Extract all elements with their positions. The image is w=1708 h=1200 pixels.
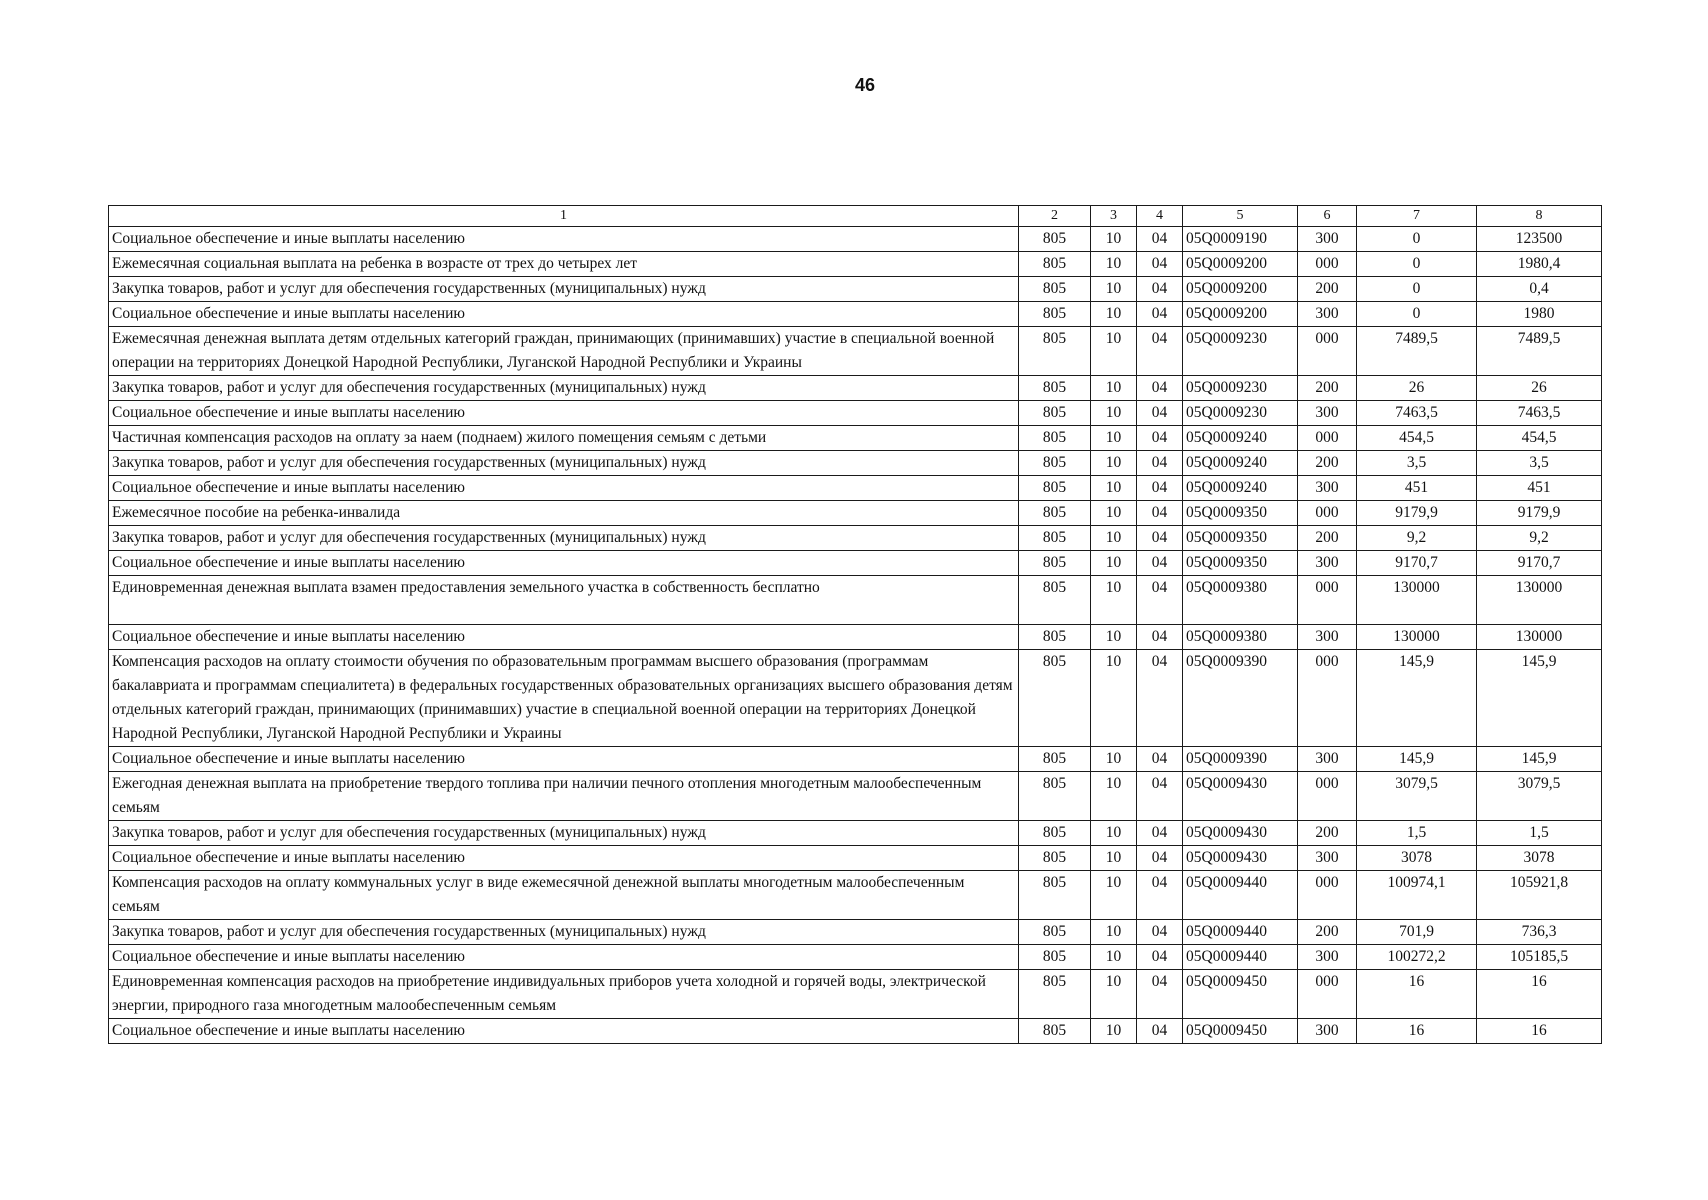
row-value-cell: 9170,7 bbox=[1477, 551, 1602, 576]
row-value-cell: 04 bbox=[1137, 302, 1183, 327]
row-description-cell: Закупка товаров, работ и услуг для обеспечения государственных (муниципальных) нужд bbox=[109, 920, 1019, 945]
row-value-cell: 805 bbox=[1019, 846, 1091, 871]
row-value-cell: 000 bbox=[1298, 650, 1357, 747]
row-value-cell: 05Q0009190 bbox=[1183, 227, 1298, 252]
row-value-cell: 05Q0009430 bbox=[1183, 846, 1298, 871]
row-value-cell: 105921,8 bbox=[1477, 871, 1602, 920]
row-value-cell: 3078 bbox=[1477, 846, 1602, 871]
row-value-cell: 10 bbox=[1091, 501, 1137, 526]
row-description-cell: Единовременная компенсация расходов на приобретение индивидуальных приборов учета холодной и горячей воды, электрической энергии, природного газа многодетным малообеспеченным семьям bbox=[109, 970, 1019, 1019]
row-value-cell: 10 bbox=[1091, 747, 1137, 772]
row-value-cell: 805 bbox=[1019, 747, 1091, 772]
table-row bbox=[109, 1019, 1602, 1044]
row-value-cell: 05Q0009350 bbox=[1183, 526, 1298, 551]
row-description-cell: Закупка товаров, работ и услуг для обеспечения государственных (муниципальных) нужд bbox=[109, 376, 1019, 401]
row-value-cell: 05Q0009200 bbox=[1183, 277, 1298, 302]
row-value-cell: 805 bbox=[1019, 227, 1091, 252]
table-row bbox=[109, 526, 1602, 551]
row-value-cell: 300 bbox=[1298, 945, 1357, 970]
row-value-cell: 805 bbox=[1019, 302, 1091, 327]
table-row bbox=[109, 650, 1602, 747]
table-row bbox=[109, 451, 1602, 476]
row-description-cell: Компенсация расходов на оплату стоимости обучения по образовательным программам высшего образования (программам бакалавриата и программам специалитета) в федеральных государственных образовательных организациях высшего образования детям отдельных категорий граждан, принимающих (принимавших) участие в специальной военной операции на территориях Донецкой Народной Республики, Луганской Народной Республики и Украины bbox=[109, 650, 1019, 747]
table-row bbox=[109, 821, 1602, 846]
row-value-cell: 04 bbox=[1137, 747, 1183, 772]
row-value-cell: 04 bbox=[1137, 871, 1183, 920]
table-row bbox=[109, 920, 1602, 945]
row-value-cell: 9,2 bbox=[1357, 526, 1477, 551]
row-value-cell: 805 bbox=[1019, 401, 1091, 426]
row-description-cell: Социальное обеспечение и иные выплаты населению bbox=[109, 747, 1019, 772]
table-row bbox=[109, 302, 1602, 327]
row-value-cell: 04 bbox=[1137, 451, 1183, 476]
row-value-cell: 130000 bbox=[1477, 576, 1602, 625]
row-value-cell: 04 bbox=[1137, 227, 1183, 252]
row-value-cell: 736,3 bbox=[1477, 920, 1602, 945]
table-row bbox=[109, 426, 1602, 451]
table-row bbox=[109, 227, 1602, 252]
row-value-cell: 05Q0009390 bbox=[1183, 650, 1298, 747]
row-value-cell: 200 bbox=[1298, 526, 1357, 551]
column-header: 3 bbox=[1091, 206, 1137, 227]
column-header: 4 bbox=[1137, 206, 1183, 227]
row-value-cell: 805 bbox=[1019, 576, 1091, 625]
row-value-cell: 10 bbox=[1091, 327, 1137, 376]
row-value-cell: 451 bbox=[1357, 476, 1477, 501]
row-value-cell: 3,5 bbox=[1357, 451, 1477, 476]
table-row bbox=[109, 551, 1602, 576]
row-value-cell: 454,5 bbox=[1357, 426, 1477, 451]
row-value-cell: 7489,5 bbox=[1357, 327, 1477, 376]
row-value-cell: 10 bbox=[1091, 526, 1137, 551]
row-description-cell: Социальное обеспечение и иные выплаты населению bbox=[109, 846, 1019, 871]
row-description-cell: Частичная компенсация расходов на оплату за наем (поднаем) жилого помещения семьям с детьми bbox=[109, 426, 1019, 451]
row-value-cell: 805 bbox=[1019, 277, 1091, 302]
row-value-cell: 805 bbox=[1019, 970, 1091, 1019]
table-row bbox=[109, 625, 1602, 650]
row-description-cell: Закупка товаров, работ и услуг для обеспечения государственных (муниципальных) нужд bbox=[109, 277, 1019, 302]
row-value-cell: 000 bbox=[1298, 501, 1357, 526]
row-value-cell: 805 bbox=[1019, 476, 1091, 501]
table-row bbox=[109, 871, 1602, 920]
row-value-cell: 300 bbox=[1298, 227, 1357, 252]
row-value-cell: 10 bbox=[1091, 650, 1137, 747]
page-number: 46 bbox=[854, 75, 876, 95]
row-value-cell: 16 bbox=[1357, 1019, 1477, 1044]
row-value-cell: 10 bbox=[1091, 846, 1137, 871]
row-value-cell: 05Q0009440 bbox=[1183, 920, 1298, 945]
row-description-cell: Ежемесячная социальная выплата на ребенка в возрасте от трех до четырех лет bbox=[109, 252, 1019, 277]
row-value-cell: 9179,9 bbox=[1477, 501, 1602, 526]
row-value-cell: 04 bbox=[1137, 526, 1183, 551]
header-row bbox=[109, 206, 1602, 227]
row-value-cell: 04 bbox=[1137, 551, 1183, 576]
row-value-cell: 10 bbox=[1091, 426, 1137, 451]
row-value-cell: 451 bbox=[1477, 476, 1602, 501]
column-header: 8 bbox=[1477, 206, 1602, 227]
row-value-cell: 10 bbox=[1091, 970, 1137, 1019]
row-value-cell: 10 bbox=[1091, 821, 1137, 846]
row-value-cell: 200 bbox=[1298, 376, 1357, 401]
row-value-cell: 04 bbox=[1137, 476, 1183, 501]
row-value-cell: 05Q0009230 bbox=[1183, 401, 1298, 426]
row-value-cell: 05Q0009350 bbox=[1183, 551, 1298, 576]
row-value-cell: 9179,9 bbox=[1357, 501, 1477, 526]
row-description-cell: Ежемесячная денежная выплата детям отдельных категорий граждан, принимающих (принимавших) участие в специальной военной операции на территориях Донецкой Народной Республики, Луганской Народной Республики и Украины bbox=[109, 327, 1019, 376]
row-value-cell: 000 bbox=[1298, 252, 1357, 277]
column-header: 5 bbox=[1183, 206, 1298, 227]
row-value-cell: 10 bbox=[1091, 871, 1137, 920]
row-value-cell: 1980,4 bbox=[1477, 252, 1602, 277]
row-value-cell: 04 bbox=[1137, 252, 1183, 277]
row-value-cell: 805 bbox=[1019, 1019, 1091, 1044]
row-value-cell: 04 bbox=[1137, 277, 1183, 302]
row-value-cell: 7489,5 bbox=[1477, 327, 1602, 376]
row-value-cell: 10 bbox=[1091, 476, 1137, 501]
row-description-cell: Социальное обеспечение и иные выплаты населению bbox=[109, 625, 1019, 650]
row-value-cell: 300 bbox=[1298, 846, 1357, 871]
row-value-cell: 10 bbox=[1091, 945, 1137, 970]
row-value-cell: 05Q0009240 bbox=[1183, 476, 1298, 501]
row-value-cell: 454,5 bbox=[1477, 426, 1602, 451]
row-value-cell: 100272,2 bbox=[1357, 945, 1477, 970]
row-value-cell: 000 bbox=[1298, 426, 1357, 451]
row-value-cell: 805 bbox=[1019, 426, 1091, 451]
row-value-cell: 10 bbox=[1091, 451, 1137, 476]
row-value-cell: 3,5 bbox=[1477, 451, 1602, 476]
row-value-cell: 04 bbox=[1137, 846, 1183, 871]
table-row bbox=[109, 846, 1602, 871]
budget-table bbox=[108, 205, 1602, 1044]
row-value-cell: 1980 bbox=[1477, 302, 1602, 327]
column-header: 1 bbox=[109, 206, 1019, 227]
row-value-cell: 10 bbox=[1091, 376, 1137, 401]
row-value-cell: 04 bbox=[1137, 576, 1183, 625]
table-row bbox=[109, 376, 1602, 401]
row-value-cell: 7463,5 bbox=[1357, 401, 1477, 426]
row-value-cell: 300 bbox=[1298, 625, 1357, 650]
row-description-cell: Единовременная денежная выплата взамен предоставления земельного участка в собственность бесплатно bbox=[109, 576, 1019, 625]
row-value-cell: 805 bbox=[1019, 920, 1091, 945]
row-value-cell: 300 bbox=[1298, 1019, 1357, 1044]
row-value-cell: 145,9 bbox=[1357, 747, 1477, 772]
table-body bbox=[109, 227, 1602, 1044]
row-value-cell: 100974,1 bbox=[1357, 871, 1477, 920]
row-description-cell: Закупка товаров, работ и услуг для обеспечения государственных (муниципальных) нужд bbox=[109, 451, 1019, 476]
row-value-cell: 805 bbox=[1019, 551, 1091, 576]
row-value-cell: 05Q0009230 bbox=[1183, 327, 1298, 376]
row-value-cell: 145,9 bbox=[1357, 650, 1477, 747]
row-value-cell: 9,2 bbox=[1477, 526, 1602, 551]
row-value-cell: 10 bbox=[1091, 625, 1137, 650]
row-description-cell: Ежемесячное пособие на ребенка-инвалида bbox=[109, 501, 1019, 526]
row-value-cell: 05Q0009230 bbox=[1183, 376, 1298, 401]
row-value-cell: 0,4 bbox=[1477, 277, 1602, 302]
row-value-cell: 05Q0009240 bbox=[1183, 426, 1298, 451]
row-value-cell: 05Q0009240 bbox=[1183, 451, 1298, 476]
row-value-cell: 10 bbox=[1091, 252, 1137, 277]
row-value-cell: 05Q0009430 bbox=[1183, 821, 1298, 846]
row-description-cell: Социальное обеспечение и иные выплаты населению bbox=[109, 1019, 1019, 1044]
row-value-cell: 0 bbox=[1357, 252, 1477, 277]
row-value-cell: 26 bbox=[1477, 376, 1602, 401]
row-value-cell: 145,9 bbox=[1477, 747, 1602, 772]
table-row bbox=[109, 576, 1602, 625]
table-row bbox=[109, 476, 1602, 501]
row-value-cell: 10 bbox=[1091, 772, 1137, 821]
row-value-cell: 130000 bbox=[1477, 625, 1602, 650]
table-row bbox=[109, 252, 1602, 277]
table-row bbox=[109, 277, 1602, 302]
row-value-cell: 10 bbox=[1091, 227, 1137, 252]
row-value-cell: 805 bbox=[1019, 772, 1091, 821]
row-description-cell: Закупка товаров, работ и услуг для обеспечения государственных (муниципальных) нужд bbox=[109, 526, 1019, 551]
row-value-cell: 805 bbox=[1019, 327, 1091, 376]
row-value-cell: 123500 bbox=[1477, 227, 1602, 252]
row-value-cell: 04 bbox=[1137, 970, 1183, 1019]
column-header: 6 bbox=[1298, 206, 1357, 227]
row-value-cell: 000 bbox=[1298, 327, 1357, 376]
row-value-cell: 130000 bbox=[1357, 576, 1477, 625]
row-value-cell: 04 bbox=[1137, 650, 1183, 747]
row-value-cell: 300 bbox=[1298, 551, 1357, 576]
row-value-cell: 10 bbox=[1091, 401, 1137, 426]
row-value-cell: 04 bbox=[1137, 501, 1183, 526]
row-value-cell: 805 bbox=[1019, 526, 1091, 551]
row-description-cell: Закупка товаров, работ и услуг для обеспечения государственных (муниципальных) нужд bbox=[109, 821, 1019, 846]
row-value-cell: 000 bbox=[1298, 871, 1357, 920]
row-value-cell: 10 bbox=[1091, 1019, 1137, 1044]
row-value-cell: 05Q0009430 bbox=[1183, 772, 1298, 821]
row-value-cell: 16 bbox=[1477, 1019, 1602, 1044]
table-row bbox=[109, 945, 1602, 970]
row-value-cell: 200 bbox=[1298, 451, 1357, 476]
row-value-cell: 200 bbox=[1298, 821, 1357, 846]
budget-table-container bbox=[108, 205, 1602, 1044]
row-value-cell: 9170,7 bbox=[1357, 551, 1477, 576]
row-value-cell: 805 bbox=[1019, 650, 1091, 747]
row-value-cell: 000 bbox=[1298, 772, 1357, 821]
row-value-cell: 04 bbox=[1137, 945, 1183, 970]
row-value-cell: 3078 bbox=[1357, 846, 1477, 871]
row-value-cell: 05Q0009450 bbox=[1183, 970, 1298, 1019]
row-description-cell: Ежегодная денежная выплата на приобретение твердого топлива при наличии печного отопления многодетным малообеспеченным семьям bbox=[109, 772, 1019, 821]
row-value-cell: 05Q0009440 bbox=[1183, 945, 1298, 970]
row-value-cell: 10 bbox=[1091, 277, 1137, 302]
row-value-cell: 200 bbox=[1298, 277, 1357, 302]
row-value-cell: 04 bbox=[1137, 401, 1183, 426]
row-description-cell: Социальное обеспечение и иные выплаты населению bbox=[109, 401, 1019, 426]
row-value-cell: 10 bbox=[1091, 920, 1137, 945]
row-value-cell: 805 bbox=[1019, 821, 1091, 846]
row-value-cell: 04 bbox=[1137, 327, 1183, 376]
row-value-cell: 05Q0009390 bbox=[1183, 747, 1298, 772]
row-value-cell: 10 bbox=[1091, 302, 1137, 327]
row-value-cell: 04 bbox=[1137, 426, 1183, 451]
row-description-cell: Компенсация расходов на оплату коммунальных услуг в виде ежемесячной денежной выплаты многодетным малообеспеченным семьям bbox=[109, 871, 1019, 920]
row-value-cell: 7463,5 bbox=[1477, 401, 1602, 426]
row-value-cell: 3079,5 bbox=[1477, 772, 1602, 821]
row-value-cell: 805 bbox=[1019, 376, 1091, 401]
row-value-cell: 10 bbox=[1091, 576, 1137, 625]
row-value-cell: 805 bbox=[1019, 451, 1091, 476]
table-row bbox=[109, 772, 1602, 821]
row-value-cell: 200 bbox=[1298, 920, 1357, 945]
row-value-cell: 1,5 bbox=[1477, 821, 1602, 846]
row-value-cell: 0 bbox=[1357, 302, 1477, 327]
table-row bbox=[109, 970, 1602, 1019]
row-description-cell: Социальное обеспечение и иные выплаты населению bbox=[109, 945, 1019, 970]
column-header: 7 bbox=[1357, 206, 1477, 227]
row-value-cell: 05Q0009200 bbox=[1183, 252, 1298, 277]
table-row bbox=[109, 401, 1602, 426]
row-value-cell: 805 bbox=[1019, 871, 1091, 920]
row-value-cell: 04 bbox=[1137, 920, 1183, 945]
table-row bbox=[109, 501, 1602, 526]
row-value-cell: 0 bbox=[1357, 277, 1477, 302]
row-value-cell: 300 bbox=[1298, 476, 1357, 501]
row-description-cell: Социальное обеспечение и иные выплаты населению bbox=[109, 227, 1019, 252]
row-value-cell: 105185,5 bbox=[1477, 945, 1602, 970]
row-value-cell: 04 bbox=[1137, 1019, 1183, 1044]
row-value-cell: 130000 bbox=[1357, 625, 1477, 650]
table-header bbox=[109, 206, 1602, 227]
row-value-cell: 10 bbox=[1091, 551, 1137, 576]
row-value-cell: 16 bbox=[1357, 970, 1477, 1019]
row-value-cell: 04 bbox=[1137, 376, 1183, 401]
row-value-cell: 805 bbox=[1019, 252, 1091, 277]
row-value-cell: 05Q0009200 bbox=[1183, 302, 1298, 327]
row-value-cell: 04 bbox=[1137, 821, 1183, 846]
row-value-cell: 300 bbox=[1298, 302, 1357, 327]
row-description-cell: Социальное обеспечение и иные выплаты населению bbox=[109, 476, 1019, 501]
row-value-cell: 0 bbox=[1357, 227, 1477, 252]
row-value-cell: 3079,5 bbox=[1357, 772, 1477, 821]
row-value-cell: 05Q0009440 bbox=[1183, 871, 1298, 920]
row-description-cell: Социальное обеспечение и иные выплаты населению bbox=[109, 551, 1019, 576]
row-value-cell: 04 bbox=[1137, 625, 1183, 650]
row-value-cell: 05Q0009380 bbox=[1183, 576, 1298, 625]
row-value-cell: 1,5 bbox=[1357, 821, 1477, 846]
row-value-cell: 300 bbox=[1298, 747, 1357, 772]
row-value-cell: 805 bbox=[1019, 945, 1091, 970]
row-value-cell: 805 bbox=[1019, 625, 1091, 650]
row-value-cell: 000 bbox=[1298, 970, 1357, 1019]
row-description-cell: Социальное обеспечение и иные выплаты населению bbox=[109, 302, 1019, 327]
row-value-cell: 701,9 bbox=[1357, 920, 1477, 945]
table-row bbox=[109, 747, 1602, 772]
row-value-cell: 05Q0009450 bbox=[1183, 1019, 1298, 1044]
row-value-cell: 300 bbox=[1298, 401, 1357, 426]
row-value-cell: 05Q0009350 bbox=[1183, 501, 1298, 526]
row-value-cell: 145,9 bbox=[1477, 650, 1602, 747]
row-value-cell: 05Q0009380 bbox=[1183, 625, 1298, 650]
row-value-cell: 16 bbox=[1477, 970, 1602, 1019]
column-header: 2 bbox=[1019, 206, 1091, 227]
row-value-cell: 04 bbox=[1137, 772, 1183, 821]
row-value-cell: 26 bbox=[1357, 376, 1477, 401]
row-value-cell: 000 bbox=[1298, 576, 1357, 625]
table-row bbox=[109, 327, 1602, 376]
row-value-cell: 805 bbox=[1019, 501, 1091, 526]
